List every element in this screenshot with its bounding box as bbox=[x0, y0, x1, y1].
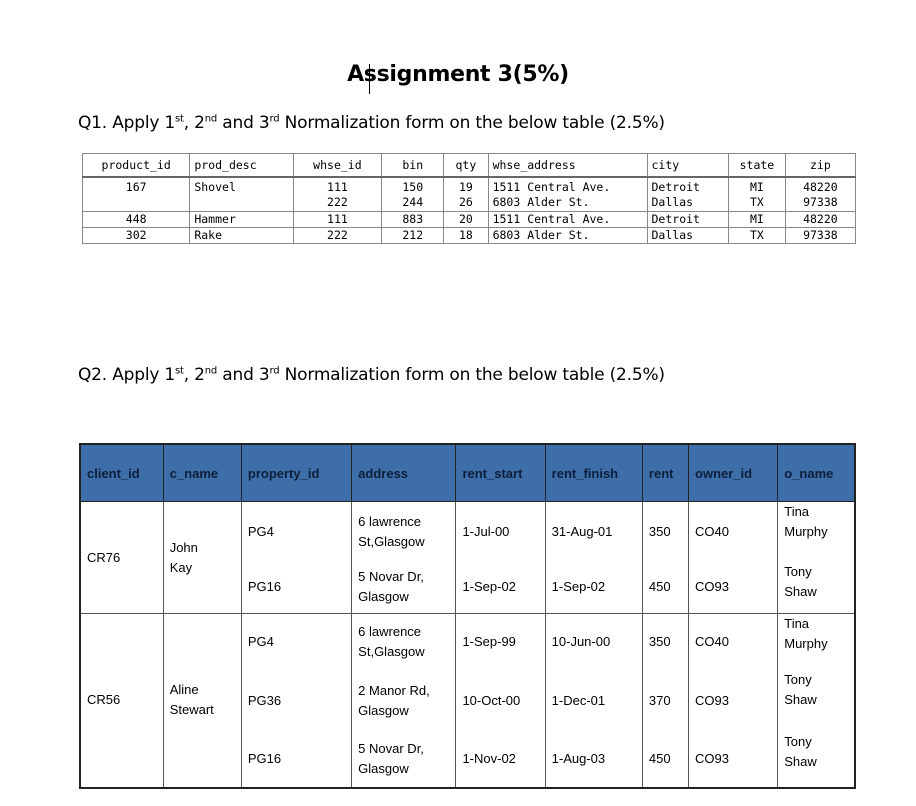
cell-property-id: PG4 bbox=[241, 614, 351, 670]
q2-text-d: Normalization form on the below table (2.5%) bbox=[279, 365, 665, 385]
cell-owner-id: CO93 bbox=[689, 670, 778, 732]
cell-product-id: 448 bbox=[83, 212, 190, 228]
cell-line: Tina bbox=[784, 504, 810, 519]
q2-sup-1: st bbox=[175, 365, 184, 377]
cell-line: 48220 bbox=[803, 180, 838, 194]
cell-line: 150 bbox=[402, 180, 424, 194]
header-rent-start: rent_start bbox=[456, 444, 545, 502]
cell-whse-address bbox=[488, 228, 647, 244]
cell-bin bbox=[382, 228, 444, 244]
cell-line: 97338 bbox=[803, 228, 838, 242]
cell-o-name bbox=[778, 732, 855, 788]
cell-line: 222 bbox=[327, 195, 348, 209]
q1-text-a: Q1. Apply 1 bbox=[78, 113, 176, 133]
cell-product-id: 302 bbox=[83, 228, 190, 244]
cell-line: Shaw bbox=[784, 753, 817, 769]
cell-line: Glasgow bbox=[358, 702, 409, 718]
cell-rent-start: 1-Jul-00 bbox=[456, 502, 545, 562]
cell-line: 222 bbox=[327, 228, 348, 242]
cell-address bbox=[352, 670, 456, 732]
cell-line: MI bbox=[749, 212, 764, 226]
cell-client-id: CR76 bbox=[80, 502, 163, 614]
name-line: Aline bbox=[169, 682, 199, 698]
cell-rent: 370 bbox=[642, 670, 688, 732]
cell-line: 111 bbox=[327, 180, 348, 194]
cell-line: 20 bbox=[458, 212, 473, 226]
header-whse-id: whse_id bbox=[293, 154, 382, 178]
table-row bbox=[80, 614, 855, 670]
cell-qty bbox=[444, 177, 488, 212]
header-client-id: client_id bbox=[80, 444, 163, 502]
cell-qty bbox=[444, 212, 488, 228]
cell-zip bbox=[785, 228, 855, 244]
cell-line: Shaw bbox=[784, 691, 817, 707]
cell-line: 1511 Central Ave. bbox=[492, 180, 611, 194]
q2-text-a: Q2. Apply 1 bbox=[78, 365, 176, 385]
cell-whse-address bbox=[488, 212, 647, 228]
question-1 bbox=[78, 113, 665, 133]
q2-text-b: , 2 bbox=[183, 365, 205, 385]
cell-line: 6 lawrence bbox=[358, 623, 422, 639]
header-c-name: c_name bbox=[163, 444, 241, 502]
header-zip: zip bbox=[785, 154, 855, 178]
cell-owner-id: CO40 bbox=[689, 614, 778, 670]
cell-line: Glasgow bbox=[358, 761, 409, 776]
table-row bbox=[83, 212, 856, 228]
cell-qty bbox=[444, 228, 488, 244]
cell-zip bbox=[785, 177, 855, 212]
cell-rent-finish: 1-Sep-02 bbox=[545, 562, 642, 614]
cell-city bbox=[647, 177, 729, 212]
q2-sup-2: nd bbox=[204, 365, 218, 377]
cell-owner-id: CO40 bbox=[689, 502, 778, 562]
cell-state bbox=[729, 228, 786, 244]
header-property-id: property_id bbox=[241, 444, 351, 502]
q2-sup-3: rd bbox=[269, 365, 280, 377]
cell-line: 212 bbox=[402, 228, 424, 242]
cell-rent-finish: 1-Aug-03 bbox=[545, 732, 642, 788]
cell-line: 97338 bbox=[803, 195, 838, 209]
cell-address bbox=[352, 502, 456, 562]
cell-line: Detroit bbox=[651, 212, 700, 226]
cell-rent: 350 bbox=[642, 614, 688, 670]
cell-rent: 450 bbox=[642, 562, 688, 614]
cell-whse-id bbox=[293, 177, 382, 212]
cell-line: 883 bbox=[402, 212, 424, 226]
cell-owner-id: CO93 bbox=[689, 732, 778, 788]
cell-property-id: PG16 bbox=[241, 562, 351, 614]
name-line: Kay bbox=[169, 559, 193, 575]
cell-line: Dallas bbox=[651, 228, 694, 242]
cell-zip bbox=[785, 212, 855, 228]
q1-sup-3: rd bbox=[269, 113, 280, 125]
cell-property-id: PG16 bbox=[241, 732, 351, 788]
cell-line: 244 bbox=[402, 195, 424, 209]
client-rental-table bbox=[79, 443, 856, 789]
cell-line: Shaw bbox=[784, 583, 817, 599]
cell-line: St,Glasgow bbox=[358, 533, 425, 549]
header-prod-desc: prod_desc bbox=[190, 154, 293, 178]
cell-line: 1511 Central Ave. bbox=[492, 212, 611, 226]
header-address: address bbox=[352, 444, 456, 502]
cell-o-name bbox=[778, 670, 855, 732]
cell-rent: 350 bbox=[642, 502, 688, 562]
cell-line: 48220 bbox=[803, 212, 838, 226]
cell-client-id: CR56 bbox=[80, 614, 163, 788]
header-whse-address: whse_address bbox=[488, 154, 647, 178]
header-qty: qty bbox=[444, 154, 488, 178]
cell-bin bbox=[382, 177, 444, 212]
header-bin: bin bbox=[382, 154, 444, 178]
cell-product-id: 167 bbox=[83, 177, 190, 212]
cell-rent: 450 bbox=[642, 732, 688, 788]
cell-line: 5 Novar Dr, bbox=[358, 741, 424, 756]
cell-line: Tony bbox=[784, 671, 812, 687]
cell-rent-start: 1-Sep-99 bbox=[456, 614, 545, 670]
q1-text-d: Normalization form on the below table (2.5%) bbox=[279, 113, 665, 133]
cell-line: Tony bbox=[784, 563, 812, 579]
cell-client-name bbox=[163, 614, 241, 788]
cell-line: Murphy bbox=[784, 524, 828, 539]
q1-text-b: , 2 bbox=[183, 113, 205, 133]
cell-line: MI bbox=[749, 180, 764, 194]
q2-text-c: and 3 bbox=[217, 365, 270, 385]
cell-line: Murphy bbox=[784, 636, 828, 651]
product-warehouse-table bbox=[82, 153, 856, 244]
cell-rent-finish: 31-Aug-01 bbox=[545, 502, 642, 562]
cell-owner-id: CO93 bbox=[689, 562, 778, 614]
cell-line: 6803 Alder St. bbox=[492, 195, 590, 209]
cell-line: 2 Manor Rd, bbox=[358, 682, 430, 698]
cell-rent-finish: 1-Dec-01 bbox=[545, 670, 642, 732]
cell-rent-start: 1-Nov-02 bbox=[456, 732, 545, 788]
cell-line: 5 Novar Dr, bbox=[358, 569, 424, 585]
cell-prod-desc: Hammer bbox=[190, 212, 293, 228]
cell-line: TX bbox=[749, 228, 764, 242]
cell-line: St,Glasgow bbox=[358, 643, 425, 659]
cell-line: Tony bbox=[784, 733, 812, 749]
cell-line: Glasgow bbox=[358, 589, 409, 605]
cell-line: 6 lawrence bbox=[358, 513, 422, 529]
header-state: state bbox=[729, 154, 786, 178]
header-owner-id: owner_id bbox=[689, 444, 778, 502]
page-title: Assignment 3(5%) bbox=[347, 62, 569, 87]
cell-prod-desc: Rake bbox=[190, 228, 293, 244]
cell-line: 6803 Alder St. bbox=[492, 228, 590, 242]
q1-sup-2: nd bbox=[204, 113, 218, 125]
cell-line: 26 bbox=[458, 195, 473, 209]
cell-line: Tina bbox=[784, 616, 810, 631]
name-line: Stewart bbox=[169, 702, 214, 718]
cell-whse-id bbox=[293, 212, 382, 228]
cell-address bbox=[352, 614, 456, 670]
cell-client-name bbox=[163, 502, 241, 614]
table-row bbox=[83, 177, 856, 212]
cell-o-name bbox=[778, 502, 855, 562]
cell-property-id: PG4 bbox=[241, 502, 351, 562]
header-o-name: o_name bbox=[778, 444, 855, 502]
cell-state bbox=[729, 212, 786, 228]
cell-line: 19 bbox=[458, 180, 473, 194]
name-line: John bbox=[169, 539, 198, 555]
cell-bin bbox=[382, 212, 444, 228]
cell-state bbox=[729, 177, 786, 212]
cell-o-name bbox=[778, 562, 855, 614]
cell-address bbox=[352, 732, 456, 788]
cell-address bbox=[352, 562, 456, 614]
cell-rent-finish: 10-Jun-00 bbox=[545, 614, 642, 670]
header-rent: rent bbox=[642, 444, 688, 502]
cell-city bbox=[647, 212, 729, 228]
q1-sup-1: st bbox=[175, 113, 184, 125]
question-2 bbox=[78, 365, 665, 385]
cell-rent-start: 10-Oct-00 bbox=[456, 670, 545, 732]
cell-prod-desc: Shovel bbox=[190, 177, 293, 212]
q1-text-c: and 3 bbox=[217, 113, 270, 133]
cell-property-id: PG36 bbox=[241, 670, 351, 732]
cell-whse-id bbox=[293, 228, 382, 244]
cell-line: Dallas bbox=[651, 195, 694, 209]
cell-line: 111 bbox=[327, 212, 348, 226]
header-rent-finish: rent_finish bbox=[545, 444, 642, 502]
header-product-id: product_id bbox=[83, 154, 190, 178]
cell-whse-address bbox=[488, 177, 647, 212]
header-city: city bbox=[647, 154, 729, 178]
cell-city bbox=[647, 228, 729, 244]
cell-o-name bbox=[778, 614, 855, 670]
cell-rent-start: 1-Sep-02 bbox=[456, 562, 545, 614]
cell-line: 18 bbox=[458, 228, 473, 242]
cell-line: Detroit bbox=[651, 180, 700, 194]
table-row bbox=[83, 228, 856, 244]
cell-line: TX bbox=[749, 195, 764, 209]
table-row bbox=[80, 502, 855, 562]
